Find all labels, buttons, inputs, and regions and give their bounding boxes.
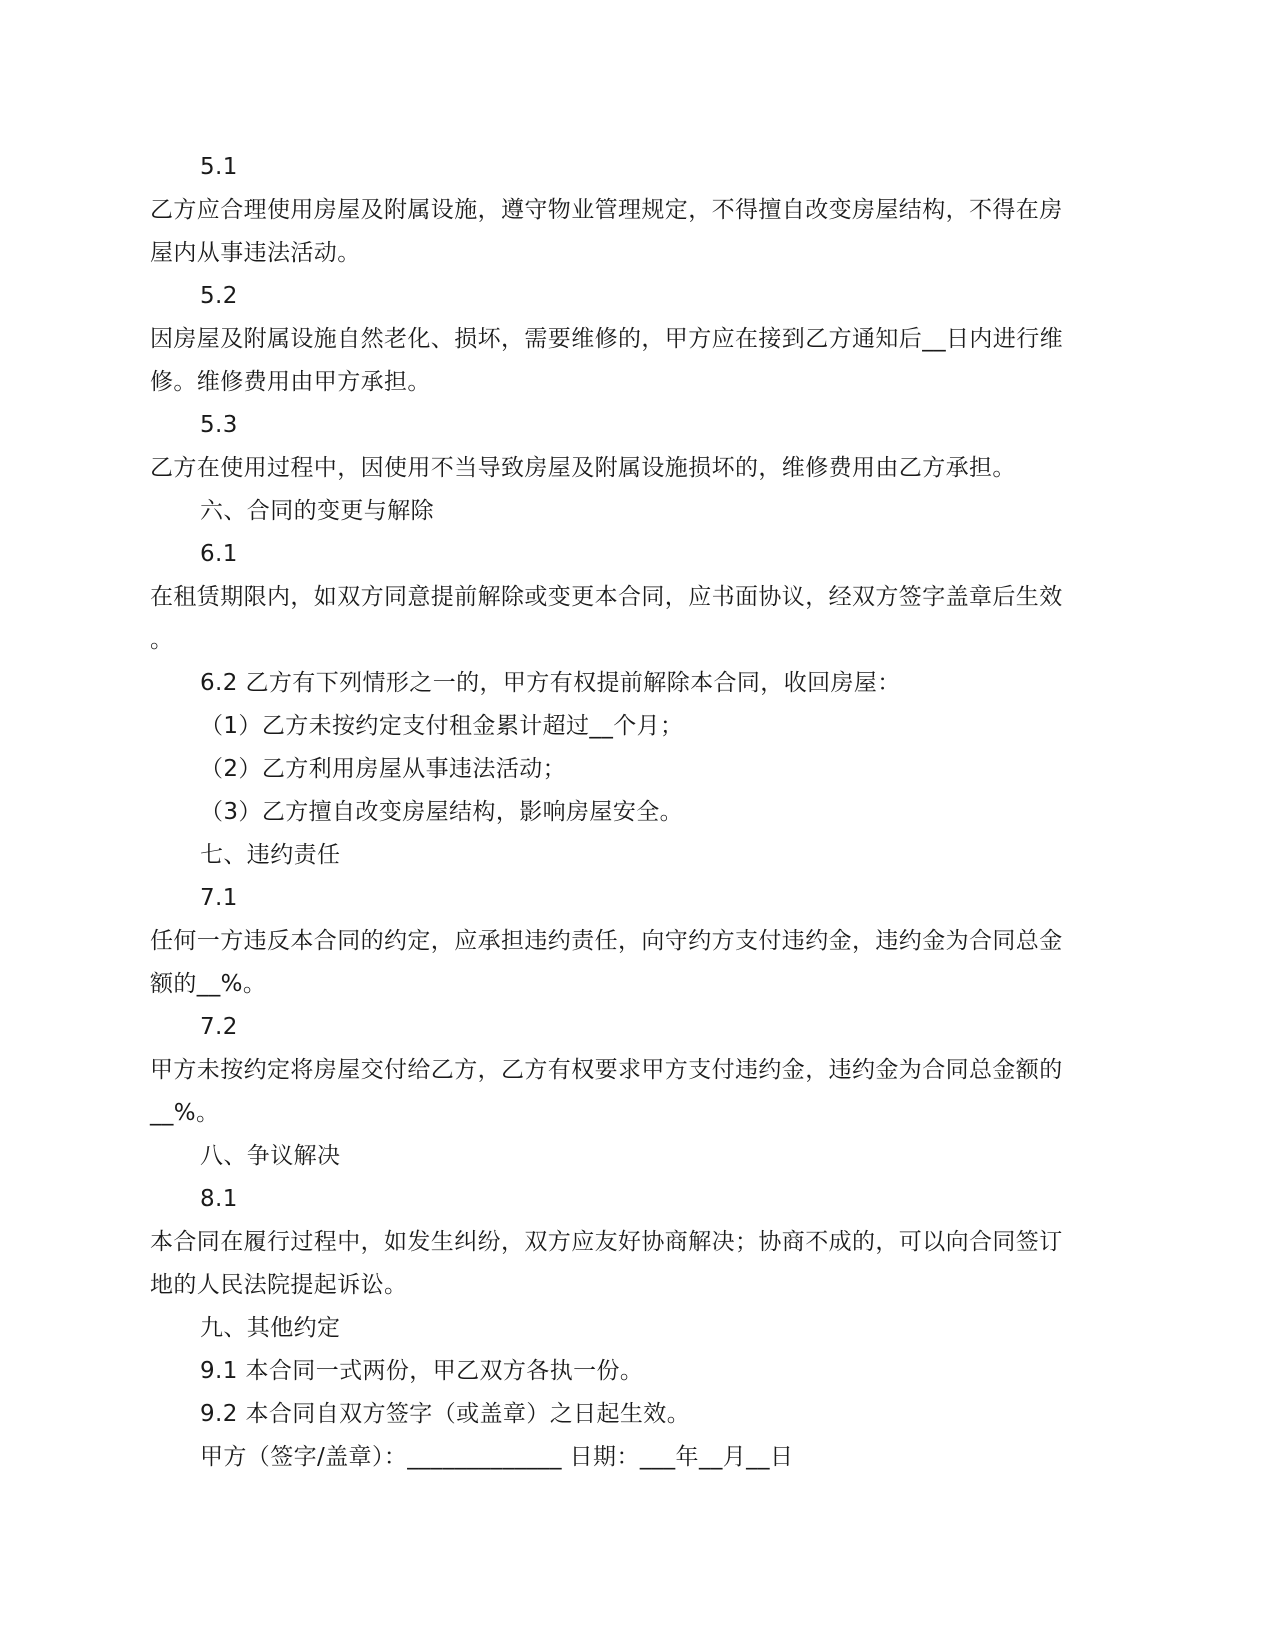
clause-number-8-1: 8.1 (200, 1186, 238, 1212)
party-a-signature-line: 甲方（签字/盖章）：_____________ 日期：___年__月__日 (200, 1444, 794, 1470)
section-heading-6: 六、合同的变更与解除 (200, 498, 434, 524)
clause-number-7-1: 7.1 (200, 885, 238, 911)
clause-number-6-1: 6.1 (200, 541, 238, 567)
clause-8-1-text-line-1: 本合同在履行过程中，如发生纠纷，双方应友好协商解决；协商不成的，可以向合同签订 (150, 1229, 1063, 1255)
clause-9-2-text: 9.2 本合同自双方签字（或盖章）之日起生效。 (200, 1401, 691, 1427)
clause-number-7-2: 7.2 (200, 1014, 238, 1040)
clause-6-1-text-line-2: 。 (150, 627, 174, 653)
clause-6-2-text: 6.2 乙方有下列情形之一的，甲方有权提前解除本合同，收回房屋： (200, 670, 901, 696)
clause-7-2-text-line-2: __%。 (150, 1100, 220, 1126)
clause-6-2-item-1: （1）乙方未按约定支付租金累计超过__个月； (200, 713, 684, 739)
contract-page (150, 146, 1125, 1479)
clause-number-5-2: 5.2 (200, 283, 238, 309)
clause-5-2-text-line-2: 修。维修费用由甲方承担。 (150, 369, 431, 395)
clause-5-1-text-line-1: 乙方应合理使用房屋及附属设施，遵守物业管理规定，不得擅自改变房屋结构，不得在房 (150, 197, 1063, 223)
clause-9-1-text: 9.1 本合同一式两份，甲乙双方各执一份。 (200, 1358, 644, 1384)
clause-6-2-item-3: （3）乙方擅自改变房屋结构，影响房屋安全。 (200, 799, 684, 825)
clause-6-2-item-2: （2）乙方利用房屋从事违法活动； (200, 756, 567, 782)
clause-5-3-text: 乙方在使用过程中，因使用不当导致房屋及附属设施损坏的，维修费用由乙方承担。 (150, 455, 1016, 481)
section-heading-9: 九、其他约定 (200, 1315, 341, 1341)
clause-8-1-text-line-2: 地的人民法院提起诉讼。 (150, 1272, 408, 1298)
clause-7-1-text-line-1: 任何一方违反本合同的约定，应承担违约责任，向守约方支付违约金，违约金为合同总金 (150, 928, 1063, 954)
section-heading-7: 七、违约责任 (200, 842, 341, 868)
clause-7-1-text-line-2: 额的__%。 (150, 971, 267, 997)
section-heading-8: 八、争议解决 (200, 1143, 341, 1169)
clause-number-5-1: 5.1 (200, 154, 238, 180)
clause-number-5-3: 5.3 (200, 412, 238, 438)
clause-5-1-text-line-2: 屋内从事违法活动。 (150, 240, 361, 266)
clause-7-2-text-line-1: 甲方未按约定将房屋交付给乙方，乙方有权要求甲方支付违约金，违约金为合同总金额的 (150, 1057, 1063, 1083)
clause-5-2-text-line-1: 因房屋及附属设施自然老化、损坏，需要维修的，甲方应在接到乙方通知后__日内进行维 (150, 326, 1063, 352)
clause-6-1-text-line-1: 在租赁期限内，如双方同意提前解除或变更本合同，应书面协议，经双方签字盖章后生效 (150, 584, 1063, 610)
